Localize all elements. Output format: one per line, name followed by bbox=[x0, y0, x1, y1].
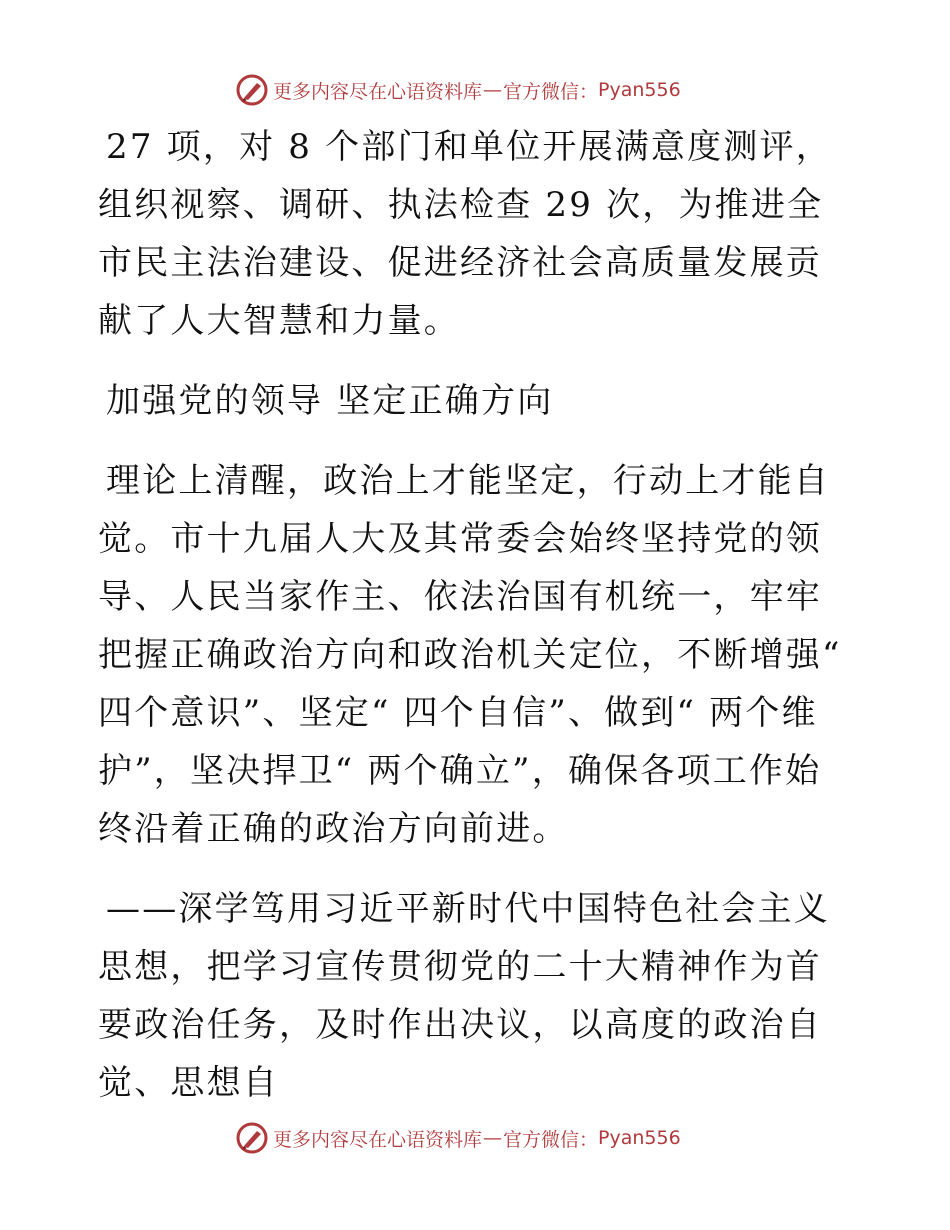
header-watermark bbox=[235, 70, 681, 110]
watermark-wechat-id: Pyan556 bbox=[598, 79, 681, 101]
watermark-separator: — bbox=[483, 79, 503, 101]
paragraph-3: ——深学笃用习近平新时代中国特色社会主义思想，把学习宣传贯彻党的二十大精神作为首要政治任务，及时作出决议，以高度的政治自觉、思想自 bbox=[98, 889, 830, 1103]
paragraph-2: 理论上清醒，政治上才能坚定，行动上才能自觉。市十九届人大及其常委会始终坚持党的领导、人民当家作主、依法治国有机统一，牢牢把握正确政治方向和政治机关定位，不断增强“ 四个意识”、坚定“ 四个自信”、做到“ 两个维护”，坚决捍卫“ 两个确立”，确保各项工作始终沿着正确的政治方向前进。 bbox=[98, 461, 842, 849]
pen-logo-icon bbox=[235, 1121, 269, 1155]
paragraph-1: 27 项，对 8 个部门和单位开展满意度测评，组织视察、调研、执法检查 29 次，为推进全市民主法治建设、促进经济社会高质量发展贡献了人大智慧和力量。 bbox=[98, 127, 832, 341]
footer-watermark bbox=[235, 1118, 681, 1158]
watermark-main-text: 更多内容尽在心语资料库 bbox=[273, 80, 483, 103]
section-heading: 加强党的领导 坚定正确方向 bbox=[106, 381, 554, 421]
watermark-suffix: 官方微信： bbox=[503, 80, 599, 103]
watermark-suffix: 官方微信： bbox=[503, 1128, 599, 1151]
watermark-wechat-id: Pyan556 bbox=[598, 1127, 681, 1149]
watermark-main-text: 更多内容尽在心语资料库 bbox=[273, 1128, 483, 1151]
document-body bbox=[98, 118, 850, 1134]
watermark-separator: — bbox=[483, 1127, 503, 1149]
pen-logo-icon bbox=[235, 73, 269, 107]
